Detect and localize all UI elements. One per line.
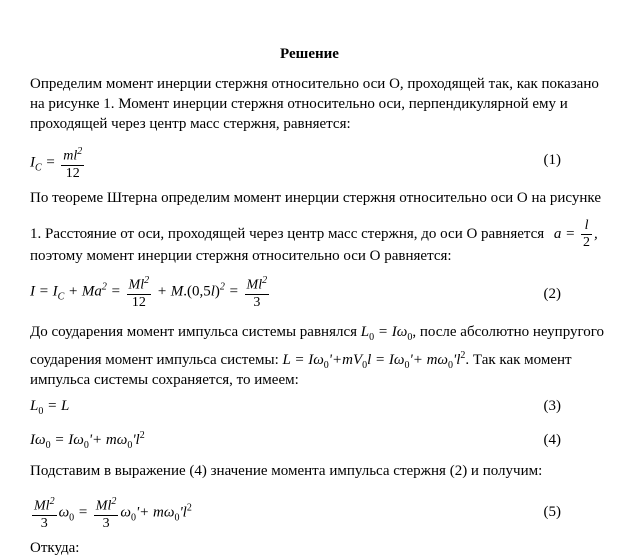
equation-3-number: (3) [543, 398, 561, 414]
para2-line2-text: 1. Расстояние от оси, проходящей через центр масс стержня, до оси О равняется [30, 225, 545, 242]
equation-1: $I_C$ = $\frac{ml^2}{12}$ [30, 146, 83, 181]
para1-line3: проходящей через центр масс стержня, равняется: [30, 116, 351, 132]
equation-3: $L_0 = L$ [30, 398, 70, 417]
equation-2-number: (2) [543, 286, 561, 302]
distance-formula: a = $\frac{l}{2}$ , [553, 218, 598, 250]
para2-line1: По теореме Штерна определим момент инерции стержня относительно оси О на рисунке [30, 190, 601, 206]
para5: Откуда: [30, 540, 80, 556]
para2-line3: поэтому момент инерции стержня относительно оси О равняется: [30, 248, 452, 264]
inline-formula-L: $L = I\omega_0'+mV_0l = I\omega_0'+ m\omega_0'l^2$ [282, 350, 466, 371]
para3-line2-end: . Так как момент [465, 352, 572, 368]
para3-line1 [30, 322, 604, 348]
para3-line2-text: соударения момент импульса системы: [30, 352, 279, 368]
equation-4-number: (4) [543, 432, 561, 448]
equation-2: $I = I_C + Ma^2$ = $\frac{Ml^2}{12}$ + $M.(0,5l)^2$ = $\frac{Ml^2}{3}$ [30, 275, 268, 310]
para3-line3: импульса системы сохраняется, то имеем: [30, 372, 299, 388]
equation-4: $I\omega_0 = I\omega_0'+ m\omega_0'l^2$ [30, 430, 145, 451]
solution-title: Решение [280, 46, 339, 62]
para1-line1: Определим момент инерции стержня относительно оси О, проходящей так, как показано [30, 76, 599, 92]
para1-line2: на рисунке 1. Момент инерции стержня относительно оси, перпендикулярной ему и [30, 96, 568, 112]
equation-5-number: (5) [543, 504, 561, 520]
para4: Подставим в выражение (4) значение момента импульса стержня (2) и получим: [30, 463, 543, 479]
inline-formula-L0: $L_0 = I\omega_0$ [360, 324, 413, 343]
equation-1-number: (1) [543, 152, 561, 168]
equation-5: $\frac{Ml^2}{3}$ $\omega_0$ = $\frac{Ml^2}{3}$ $\omega_0'+ m\omega_0'l^2$ [34, 496, 192, 531]
para3-line1-text: До соударения момент импульса системы равнялся [30, 324, 358, 340]
para3-line1-end: , после абсолютно неупругого [412, 324, 605, 340]
